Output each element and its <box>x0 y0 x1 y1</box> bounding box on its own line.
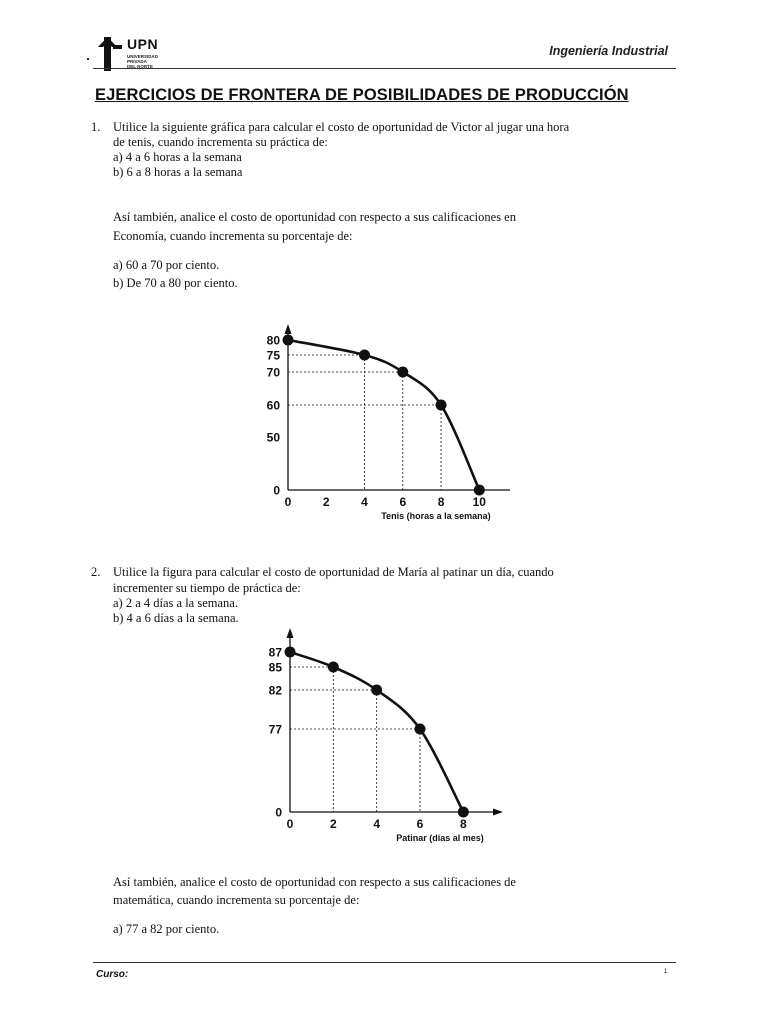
q2-option-b: b) 4 a 6 días a la semana. <box>113 611 239 625</box>
y-tick-label: 77 <box>268 722 282 737</box>
q2-option-c: a) 77 a 82 por ciento. <box>113 922 220 936</box>
q2-also-line2: matemática, cuando incrementa su porcentaje de: <box>113 893 360 907</box>
data-point <box>283 335 294 346</box>
header-dot <box>87 58 89 60</box>
data-point <box>371 685 382 696</box>
ppf-chart-patinar <box>240 622 510 850</box>
y-tick-label: 80 <box>266 333 280 348</box>
data-point <box>474 485 485 496</box>
y-tick-label: 75 <box>266 348 280 363</box>
q2-text-line2: incrementer su tiempo de práctica de: <box>113 581 301 595</box>
document-title: EJERCICIOS DE FRONTERA DE POSIBILIDADES DE PRODUCCIÓN <box>95 86 629 104</box>
footer-course-label: Curso: <box>96 969 129 977</box>
q1-option-d: b) De 70 a 80 por ciento. <box>113 276 238 290</box>
x-tick-label: 2 <box>322 495 330 509</box>
y-tick-label: 82 <box>268 683 282 698</box>
q2-number: 2. <box>91 565 101 579</box>
y-axis-arrow-icon <box>287 628 294 638</box>
data-point <box>359 350 370 361</box>
x-tick-label: 10 <box>472 495 486 509</box>
x-axis-arrow-icon <box>493 809 503 816</box>
y-tick-label: 0 <box>273 483 280 498</box>
x-tick-label: 8 <box>459 817 467 831</box>
x-tick-label: 0 <box>284 495 292 509</box>
y-axis-arrow-icon <box>285 324 292 334</box>
q2-also-line1: Así también, analice el costo de oportunidad con respecto a sus calificaciones de <box>113 875 516 889</box>
page-number: 1 <box>664 969 668 975</box>
y-tick-label: 70 <box>266 365 280 380</box>
y-tick-label: 50 <box>266 430 280 445</box>
x-tick-label: 4 <box>373 817 381 831</box>
q1-number: 1. <box>91 120 101 134</box>
y-tick-label: 0 <box>275 805 282 820</box>
q1-text-line1: Utilice la siguiente gráfica para calcular el costo de oportunidad de Victor al jugar una hora <box>113 120 570 134</box>
logo-text: UPN <box>127 36 159 52</box>
x-axis-label: Patinar (días al mes) <box>396 833 484 843</box>
logo-subtitle: UNIVERSIDAD PRIVADA DEL NORTE <box>127 54 159 69</box>
ppf-curve <box>288 340 479 490</box>
q1-option-b: b) 6 a 8 horas a la semana <box>113 165 243 179</box>
x-tick-label: 6 <box>399 495 407 509</box>
x-axis-label: Tenis (horas a la semana) <box>381 511 491 521</box>
q1-also-line1: Así también, analice el costo de oportunidad con respecto a sus calificaciones en <box>113 210 516 224</box>
data-point <box>436 400 447 411</box>
header-title: Ingeniería Industrial <box>549 44 668 58</box>
footer-rule <box>93 962 676 963</box>
data-point <box>285 647 296 658</box>
y-tick-label: 60 <box>266 398 280 413</box>
header-rule <box>93 68 676 69</box>
data-point <box>415 724 426 735</box>
q1-also-line2: Economía, cuando incrementa su porcentaje de: <box>113 229 353 243</box>
x-tick-label: 6 <box>416 817 424 831</box>
ppf-chart-tenis <box>240 320 510 530</box>
x-tick-label: 8 <box>437 495 445 509</box>
data-point <box>458 807 469 818</box>
q2-text-line1: Utilice la figura para calcular el costo de oportunidad de María al patinar un día, cuando <box>113 565 554 579</box>
data-point <box>328 662 339 673</box>
q2-option-a: a) 2 a 4 días a la semana. <box>113 596 238 610</box>
y-tick-label: 87 <box>268 645 282 660</box>
x-tick-label: 4 <box>361 495 368 509</box>
data-point <box>397 367 408 378</box>
q1-option-c: a) 60 a 70 por ciento. <box>113 258 220 272</box>
y-tick-label: 85 <box>268 660 282 675</box>
x-tick-label: 2 <box>329 817 337 831</box>
x-tick-label: 0 <box>286 817 294 831</box>
q1-text-line2: de tenis, cuando incrementa su práctica de: <box>113 135 328 149</box>
q1-option-a: a) 4 a 6 horas a la semana <box>113 150 242 164</box>
